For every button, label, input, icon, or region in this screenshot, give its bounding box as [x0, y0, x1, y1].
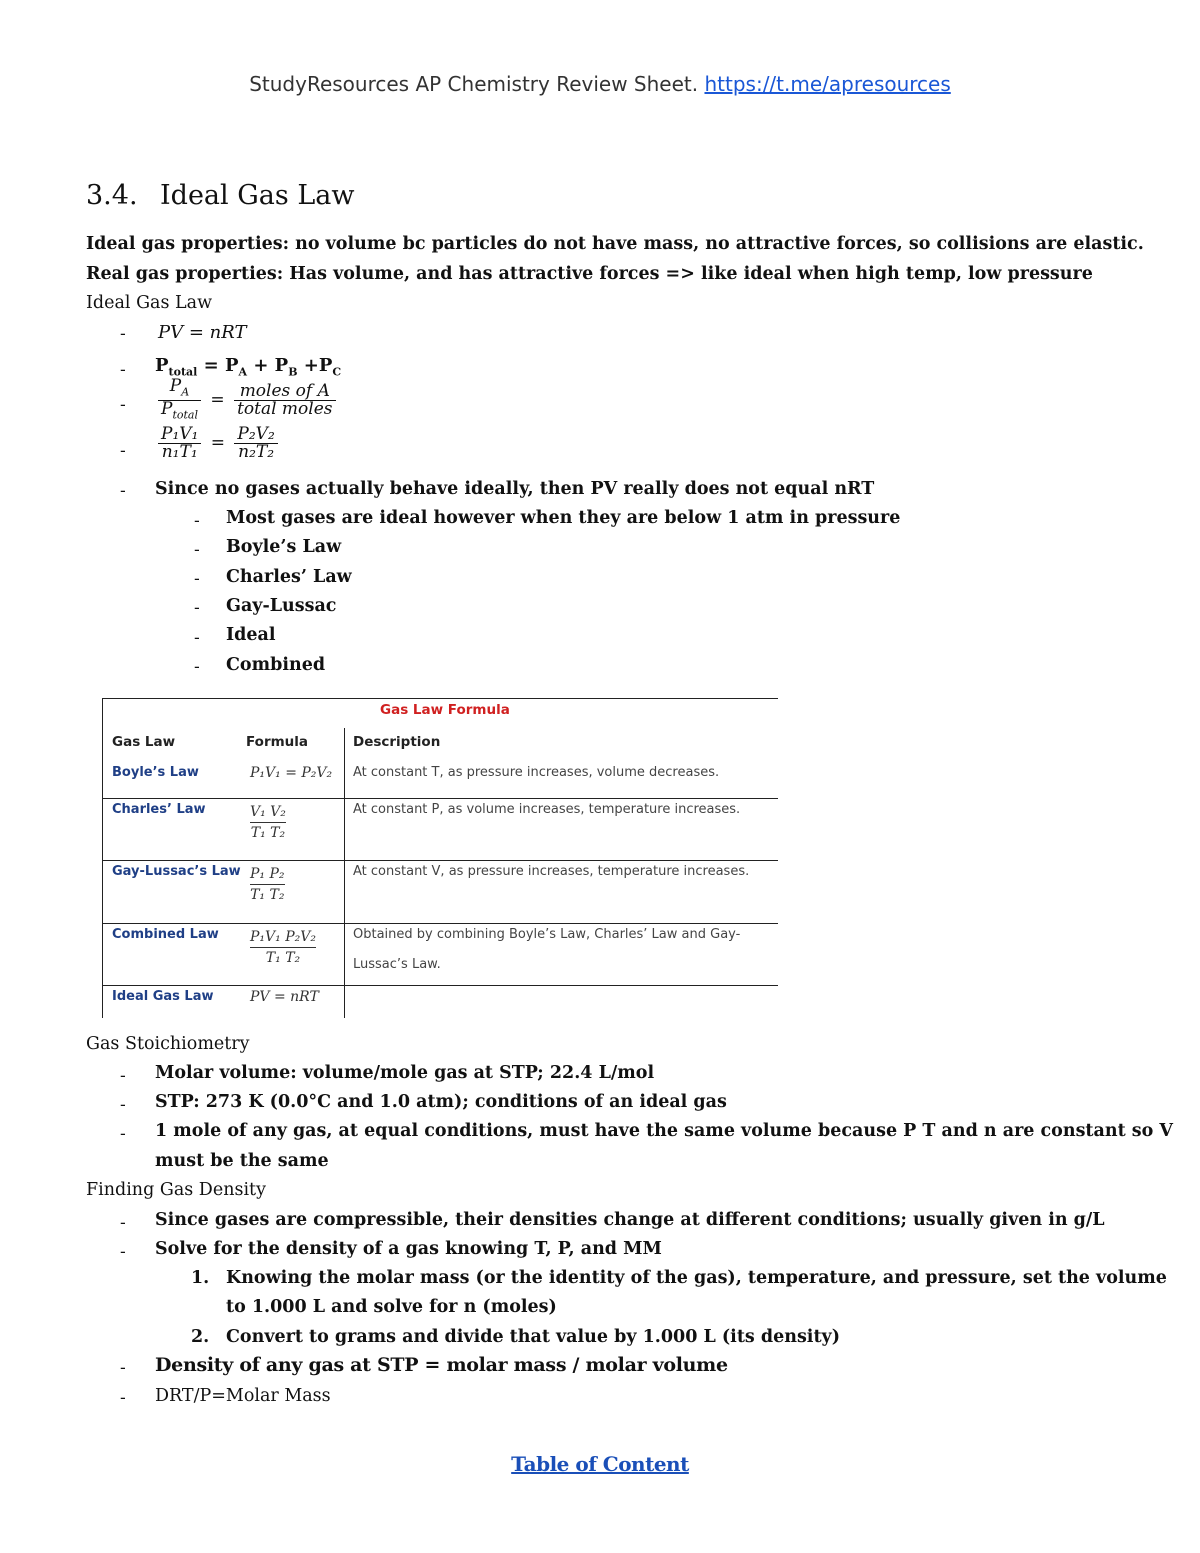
bullet-dash: - — [120, 395, 126, 415]
gas-law-table — [102, 698, 778, 1018]
table-rule — [102, 798, 778, 799]
bullet-dash: - — [120, 1242, 126, 1262]
table-row-desc: Obtained by combining Boyle’s Law, Charles’ Law and Gay- — [353, 927, 741, 942]
bullet-dash: - — [120, 1124, 126, 1144]
bullet-dash: - — [194, 569, 200, 589]
density-step-number: 1. — [191, 1268, 210, 1288]
bullet-dash: - — [120, 360, 126, 380]
table-rule — [102, 985, 778, 986]
stoich-item: 1 mole of any gas, at equal conditions, must have the same volume because P T and n are constant so V — [155, 1121, 1173, 1141]
table-header: Gas Law — [112, 734, 176, 750]
nonideal-sub-item: Boyle’s Law — [226, 537, 342, 557]
formula-combined: $\frac{\text{P₁V₁}}{\text{n₁T₁}}$ = $\frac{\text{P₂V₂}}{\text{n₂T₂}}$ — [158, 426, 278, 461]
table-of-content-link[interactable]: Table of Content — [511, 1452, 689, 1476]
page-header — [0, 72, 1200, 96]
table-row-law: Boyle’s Law — [112, 765, 199, 780]
ideal-gas-law-heading: Ideal Gas Law — [86, 293, 213, 313]
table-row-desc: At constant P, as volume increases, temperature increases. — [353, 802, 741, 817]
table-row-desc: At constant T, as pressure increases, volume decreases. — [353, 765, 720, 780]
table-row-formula: P₁ P₂ T₁ T₂ — [250, 866, 285, 903]
table-row-formula: PV = nRT — [250, 989, 319, 1005]
table-row-formula: P₁V₁ = P₂V₂ — [250, 765, 333, 781]
table-rule — [102, 923, 778, 924]
nonideal-sub-item: Charles’ Law — [226, 567, 352, 587]
table-rule — [102, 698, 778, 699]
nonideal-sub-item: Gay-Lussac — [226, 596, 337, 616]
bullet-dash: - — [120, 1213, 126, 1233]
bullet-dash: - — [120, 481, 126, 501]
table-rule — [102, 698, 103, 1018]
nonideal-sub-item: Most gases are ideal however when they are below 1 atm in pressure — [226, 508, 901, 528]
table-row-law: Ideal Gas Law — [112, 989, 214, 1004]
stoich-item: STP: 273 K (0.0°C and 1.0 atm); conditions of an ideal gas — [155, 1092, 727, 1112]
bullet-dash: - — [120, 1388, 126, 1408]
header-text: StudyResources AP Chemistry Review Sheet. — [249, 72, 699, 96]
section-number: 3.4. — [86, 180, 138, 211]
section-title — [86, 180, 354, 211]
density-stp-note: Density of any gas at STP = molar mass / molar volume — [155, 1354, 728, 1376]
stoich-item-continued: must be the same — [155, 1151, 329, 1171]
real-props-line: Real gas properties: Has volume, and has attractive forces => like ideal when high temp, low pressure — [86, 264, 1093, 284]
table-rule — [344, 728, 345, 1018]
nonideal-main: Since no gases actually behave ideally, then PV really does not equal nRT — [155, 479, 875, 499]
density-step-continued: to 1.000 L and solve for n (moles) — [226, 1297, 557, 1317]
density-heading: Finding Gas Density — [86, 1180, 266, 1200]
bullet-dash: - — [120, 441, 126, 461]
density-step: Knowing the molar mass (or the identity of the gas), temperature, and pressure, set the volume — [226, 1268, 1167, 1288]
density-item: Solve for the density of a gas knowing T, P, and MM — [155, 1239, 662, 1259]
nonideal-sub-item: Ideal — [226, 625, 276, 645]
section-title-text: Ideal Gas Law — [160, 180, 355, 211]
bullet-dash: - — [120, 324, 126, 344]
table-rule — [102, 860, 778, 861]
bullet-dash: - — [194, 511, 200, 531]
header-link[interactable]: https://t.me/apresources — [704, 72, 951, 96]
table-row-desc: At constant V, as pressure increases, temperature increases. — [353, 864, 750, 879]
bullet-dash: - — [194, 598, 200, 618]
table-title: Gas Law Formula — [380, 702, 510, 718]
table-row-formula: V₁ V₂ T₁ T₂ — [250, 804, 286, 841]
table-header: Formula — [246, 734, 309, 750]
formula-partial-pressure: $\frac{P_A}{P_{total}}$ = $\frac{\text{moles of A}}{\text{total moles}}$ — [158, 378, 336, 424]
bullet-dash: - — [120, 1358, 126, 1378]
formula-pv-nrt: PV = nRT — [158, 322, 247, 343]
table-row-desc: Lussac’s Law. — [353, 957, 441, 972]
density-drt: DRT/P=Molar Mass — [155, 1386, 331, 1406]
table-row-law: Combined Law — [112, 927, 219, 942]
table-header: Description — [353, 734, 441, 750]
stoich-item: Molar volume: volume/mole gas at STP; 22.4 L/mol — [155, 1063, 655, 1083]
density-step: Convert to grams and divide that value by 1.000 L (its density) — [226, 1327, 840, 1347]
table-row-law: Charles’ Law — [112, 802, 206, 817]
density-step-number: 2. — [191, 1327, 210, 1347]
nonideal-sub-item: Combined — [226, 655, 326, 675]
table-row-law: Gay-Lussac’s Law — [112, 864, 241, 879]
bullet-dash: - — [120, 1095, 126, 1115]
stoich-heading: Gas Stoichiometry — [86, 1034, 250, 1054]
table-row-formula: P₁V₁ P₂V₂ T₁ T₂ — [250, 929, 316, 966]
bullet-dash: - — [120, 1066, 126, 1086]
bullet-dash: - — [194, 657, 200, 677]
formula-ptotal: $P_{total} = P_A + P_B +P_C$ — [155, 355, 342, 379]
ideal-props-line: Ideal gas properties: no volume bc particles do not have mass, no attractive forces, so collisions are elastic. — [86, 234, 1144, 254]
density-item: Since gases are compressible, their densities change at different conditions; usually given in g/L — [155, 1210, 1105, 1230]
bullet-dash: - — [194, 628, 200, 648]
bullet-dash: - — [194, 540, 200, 560]
